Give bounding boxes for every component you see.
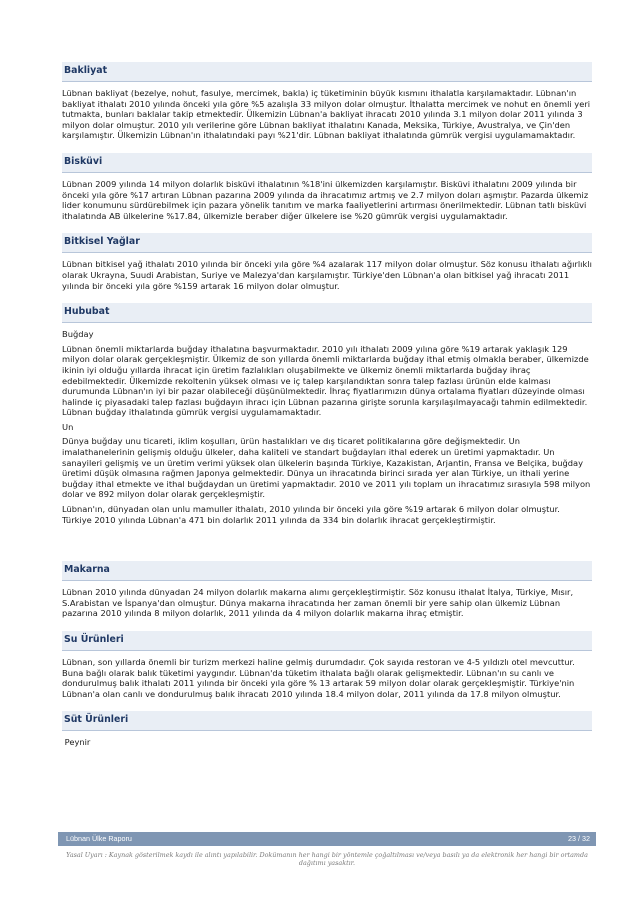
subheading-bugday: Buğday xyxy=(62,329,94,340)
bugday-paragraph: Lübnan önemli miktarlarda buğday ithalatına başvurmaktadır. 2010 yılı ithalatı 2009 yılına göre %19 artarak yaklaşık 129 milyon dolar olarak gerçekleşmiştir. Ülkemiz de son yıllarda önemli miktarlarda buğday ithal etmiş olmakla beraber, ülkemizde ikinin iyi olduğu yıllarda ihracat için üretim fazlalıkları oluşabilmekte ve ülkemiz önemli miktarlarda buğday ihraç edebilmektedir. Ülkemizde rekoltenin yüksek olması ve iç talep karşılandıktan sonra talep fazlası ürünün elde kalması durumunda Lübnan'ın iyi bir pazar olabileceği düşünülmektedir. İhraç fiyatlarımızın dünya ortalama fiyatları düzeyinde olması halinde iç piyasadaki talep fazlası buğdayın ihracı için Lübnan pazarına girişte sorunla karşılaşılmayacağı tahmin edilmektedir. Lübnan buğday ithalatında gümrük vergisi uygulamamaktadır. xyxy=(62,343,589,418)
makarna-paragraph: Lübnan 2010 yılında dünyadan 24 milyon dolarlık makarna alımı gerçekleştirmiştir. Söz konusu ithalat İtalya, Türkiye, Mısır, S.Arabistan ve İspanya'dan olmuştur. Dünya makarna ihracatında her zaman önemli bir yere sahip olan ülkemiz Lübnan pazarına 2010 yılında 8 milyon dolarlık, 2011 yılında da 4 milyon dolarlık makarna ihraç etmiştir. xyxy=(62,587,574,619)
section-heading-su-urunleri: Su Ürünleri xyxy=(62,631,592,651)
page-content xyxy=(62,62,592,752)
legal-notice: Yasal Uyarı : Kaynak gösterilmek kaydı ile alıntı yapılabilir. Dokümanın her hangi bir yöntemle çoğaltılması ve/veya basılı ya da elektronik her hangi bir ortamda dağıtımı yasaktır. xyxy=(66,851,588,868)
bakliyat-paragraph: Lübnan bakliyat (bezelye, nohut, fasulye, mercimek, bakla) iç tüketiminin büyük kısmını ithalatla karşılamaktadır. Lübnan'ın bakliyat ithalatı 2010 yılında önceki yıla göre %5 azalışla 33 milyon dolar olmuştur. İthalatta mercimek ve nohut en önemli yeri tutmakta, bunları baklalar takip etmektedir. Ülkemizin Lübnan'a bakliyat ihracatı 2010 yılında 3.1 milyon dolar 2011 yılında 3 milyon dolar olmuştur. 2010 yılı verilerine göre Lübnan bakliyat ithalatını Kanada, Meksika, Türkiye, Avustralya, ve Çin'den karşılamıştır. Ülkemizin Lübnan'ın ithalatındaki payı %21'dir. Lübnan bakliyat ithalatında gümrük vergisi uygulamamaktadır. xyxy=(62,88,591,141)
bitkisel-yaglar-paragraph: Lübnan bitkisel yağ ithalatı 2010 yılında bir önceki yıla göre %4 azalarak 117 milyon dolar olmuştur. Söz konusu ithalatı ağırlıklı olarak Ukrayna, Suudi Arabistan, Suriye ve Malezya'dan karşılamıştır. Türkiye'den Lübnan'a olan bitkisel yağ ihracatı 2011 yılında bir önceki yıla göre %159 artarak 16 milyon dolar olmuştur. xyxy=(62,259,592,291)
footer-bar xyxy=(58,832,596,846)
subheading-peynir: Peynir xyxy=(62,737,91,748)
section-heading-sut-urunleri: Süt Ürünleri xyxy=(62,711,592,731)
section-heading-makarna: Makarna xyxy=(62,561,592,581)
section-heading-biskuvi: Bisküvi xyxy=(62,153,592,173)
unlu-mamuller-paragraph: Lübnan'ın, dünyadan olan unlu mamuller ithalatı, 2010 yılında bir önceki yıla göre %19 artarak 6 milyon dolar olmuştur. Türkiye 2010 yılında Lübnan'a 471 bin dolarlık 2011 yılında da 334 bin dolarlık ihracat gerçekleştirmiştir. xyxy=(62,504,560,525)
footer-report-title: Lübnan Ülke Raporu xyxy=(66,834,132,843)
un-paragraph: Dünya buğday unu ticareti, iklim koşulları, ürün hastalıkları ve dış ticaret politikalarına göre değişmektedir. Un imalathanelerinin gelişmiş olduğu ülkeler, daha kaliteli ve standart buğdayları ithal ederek un üretimi yapmaktadır. Un sanayileri gelişmiş ve un üretim verimi yüksek olan ülkelerin başında Türkiye, Kazakistan, Arjantin, Fransa ve Belçika, buğday üretimi düşük olmasına rağmen Japonya gelmektedir. Dünya un ihracatında birinci sırada yer alan Türkiye, un ithali yerine buğday ithal etmekte ve ithal buğdaydan un üretimi yapmaktadır. 2010 ve 2011 yılı toplam un ihracatımız sırasıyla 598 milyon dolar ve 892 milyon dolar olarak gerçekleşmiştir. xyxy=(62,436,591,500)
section-heading-bakliyat: Bakliyat xyxy=(62,62,592,82)
biskuvi-paragraph: Lübnan 2009 yılında 14 milyon dolarlık bisküvi ithalatının %18'ini ülkemizden karşılamıştır. Bisküvi ithalatını 2009 yılında bir önceki yıla göre %17 artıran Lübnan pazarına 2009 yılında da ihracatımız artmış ve 2.7 milyon doları aşmıştır. Pazarda ülkemiz lider konumunu sürdürebilmek için pazara yönelik tanıtım ve marka faaliyetlerini artırması önerilmektedir. Lübnan tatlı bisküvi ithalatında AB ülkelerine %17.84, ülkemizle beraber diğer ülkelere ise %20 gümrük vergisi uygulamaktadır. xyxy=(62,178,589,221)
subheading-un: Un xyxy=(62,421,74,432)
su-urunleri-paragraph: Lübnan, son yıllarda önemli bir turizm merkezi haline gelmiş durumdadır. Çok sayıda restoran ve 4-5 yıldızlı otel mevcuttur. Buna bağlı olarak balık tüketimi yaygındır. Lübnan'da tüketim ithalata bağlı olarak gelişmektedir. Lübnan'ın su canlı ve dondurulmuş balık ithalatı 2011 yılında bir önceki yıla göre % 13 artarak 59 milyon dolar olarak gerçekleşmiştir. Türkiye'nin Lübnan'a olan canlı ve dondurulmuş balık ihracatı 2010 yılında 18.4 milyon dolar, 2011 yılında da 17.8 milyon olmuştur. xyxy=(62,657,575,699)
page-number: 23 / 32 xyxy=(568,834,590,843)
section-heading-hububat: Hububat xyxy=(62,303,592,323)
section-heading-bitkisel-yaglar: Bitkisel Yağlar xyxy=(62,233,592,253)
